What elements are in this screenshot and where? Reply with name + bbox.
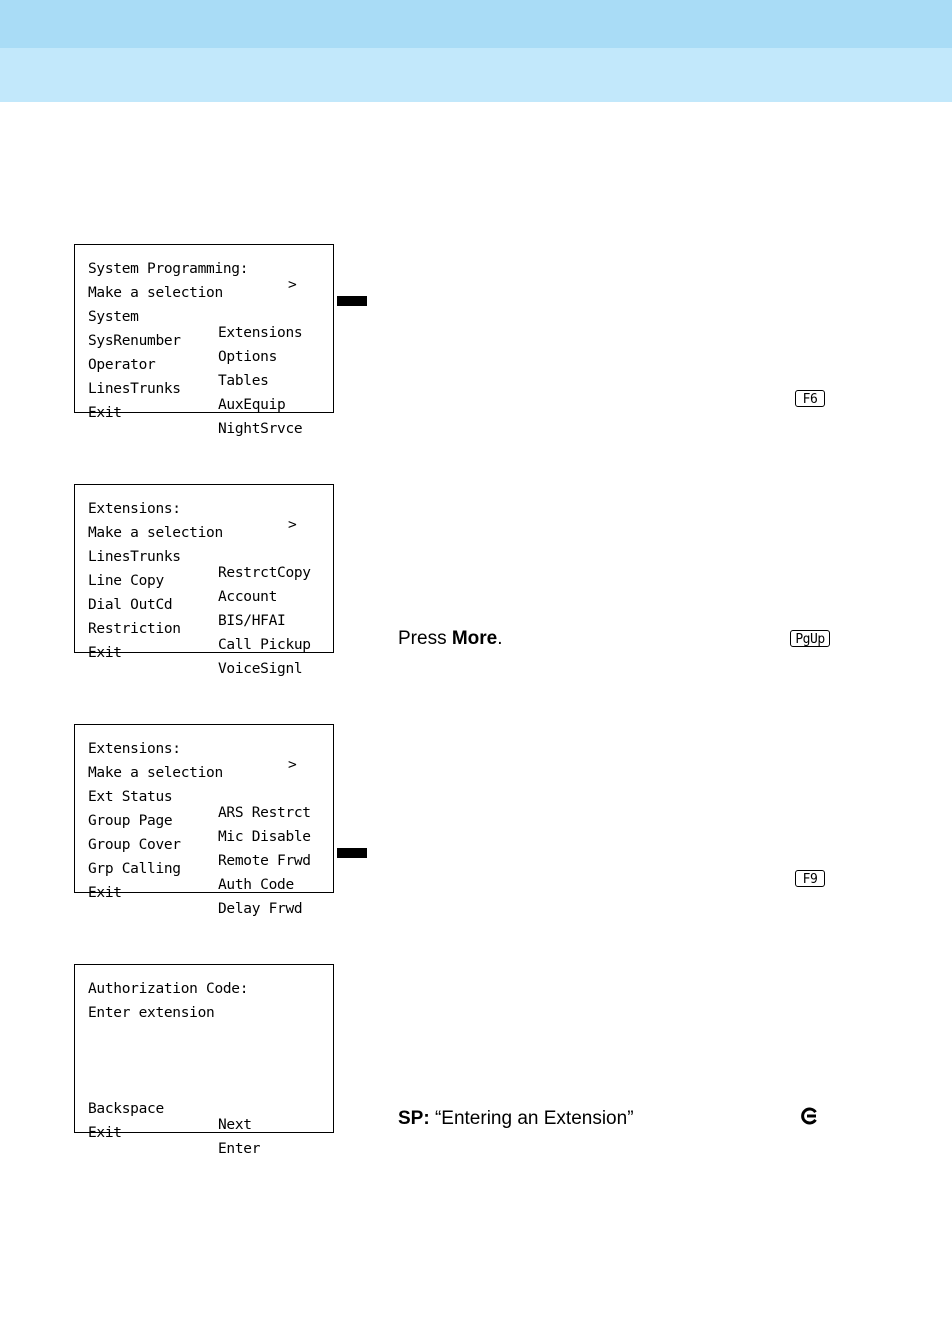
menu-option-operator[interactable]: Operator (88, 357, 156, 373)
screen-subtitle: Enter extension (88, 1005, 215, 1021)
screen-title: Extensions: (88, 501, 181, 517)
menu-option-tables[interactable]: Tables (218, 373, 269, 389)
selection-marker (337, 848, 367, 858)
screen-subtitle: Make a selection (88, 765, 223, 781)
menu-option-ext-status[interactable]: Ext Status (88, 789, 173, 805)
screen-subtitle-line (88, 989, 215, 1021)
instruction-keyword: More (451, 628, 498, 649)
return-icon (801, 1107, 819, 1125)
screen-title: Extensions: (88, 741, 181, 757)
menu-option-exit[interactable]: Exit (88, 405, 122, 421)
instruction-sp-reference (398, 1108, 634, 1130)
menu-option-auth-code[interactable]: Auth Code (218, 877, 294, 893)
screen-title: System Programming: (88, 261, 249, 277)
key-pgup[interactable]: PgUp (790, 630, 830, 647)
menu-option-bis-hfai[interactable]: BIS/HFAI (218, 613, 286, 629)
menu-option-mic-disable[interactable]: Mic Disable (218, 829, 311, 845)
menu-option-exit[interactable]: Exit (88, 1125, 122, 1141)
menu-option-account[interactable]: Account (218, 589, 278, 605)
menu-option-line-copy[interactable]: Line Copy (88, 573, 164, 589)
menu-option-nightsrvce[interactable]: NightSrvce (218, 421, 303, 437)
menu-option-group-page[interactable]: Group Page (88, 813, 173, 829)
screen-system-programming (74, 244, 334, 437)
menu-option-grp-calling[interactable]: Grp Calling (88, 861, 181, 877)
header-band-top (0, 0, 952, 48)
menu-option-backspace[interactable]: Backspace (88, 1101, 164, 1117)
menu-option-next[interactable]: Next (218, 1117, 252, 1133)
selection-marker (337, 296, 367, 306)
key-f6[interactable]: F6 (795, 390, 825, 407)
menu-option-dial-outcd[interactable]: Dial OutCd (88, 597, 173, 613)
menu-option-extensions[interactable]: Extensions (218, 325, 303, 341)
menu-option-call-pickup[interactable]: Call Pickup (218, 637, 311, 653)
header-band-bottom (0, 48, 952, 102)
screen-subtitle-line (88, 269, 223, 301)
menu-option-restrctcopy[interactable]: RestrctCopy (218, 565, 311, 581)
screen-extensions-page1 (74, 484, 334, 677)
instruction-text: Press (398, 628, 452, 649)
menu-option-auxequip[interactable]: AuxEquip (218, 397, 286, 413)
menu-option-linestrunks[interactable]: LinesTrunks (88, 549, 181, 565)
menu-option-delay-frwd[interactable]: Delay Frwd (218, 901, 303, 917)
instruction-sp-label: SP: (398, 1108, 430, 1129)
key-f9[interactable]: F9 (795, 870, 825, 887)
menu-option-enter[interactable]: Enter (218, 1141, 261, 1157)
menu-option-ars-restrct[interactable]: ARS Restrct (218, 805, 311, 821)
menu-option-exit[interactable]: Exit (88, 885, 122, 901)
menu-option-linestrunks[interactable]: LinesTrunks (88, 381, 181, 397)
screen-extensions-page2 (74, 724, 334, 917)
screen-next-arrow: > (288, 757, 297, 773)
menu-option-exit[interactable]: Exit (88, 645, 122, 661)
menu-option-group-cover[interactable]: Group Cover (88, 837, 181, 853)
menu-option-remote-frwd[interactable]: Remote Frwd (218, 853, 311, 869)
menu-option-sysrenumber[interactable]: SysRenumber (88, 333, 181, 349)
screen-subtitle: Make a selection (88, 525, 223, 541)
menu-option-system[interactable]: System (88, 309, 139, 325)
instruction-sp-text: “Entering an Extension” (429, 1108, 634, 1129)
screen-title-line (88, 965, 249, 997)
instruction-punct: . (497, 628, 503, 649)
instruction-press-more (398, 628, 503, 650)
screen-title: Authorization Code: (88, 981, 249, 997)
screen-subtitle: Make a selection (88, 285, 223, 301)
screen-next-arrow: > (288, 517, 297, 533)
menu-option-voicesignl[interactable]: VoiceSignl (218, 661, 303, 677)
screen-next-arrow: > (288, 277, 297, 293)
menu-option-options[interactable]: Options (218, 349, 278, 365)
screen-authorization-code (74, 964, 334, 1157)
menu-option-restriction[interactable]: Restriction (88, 621, 181, 637)
